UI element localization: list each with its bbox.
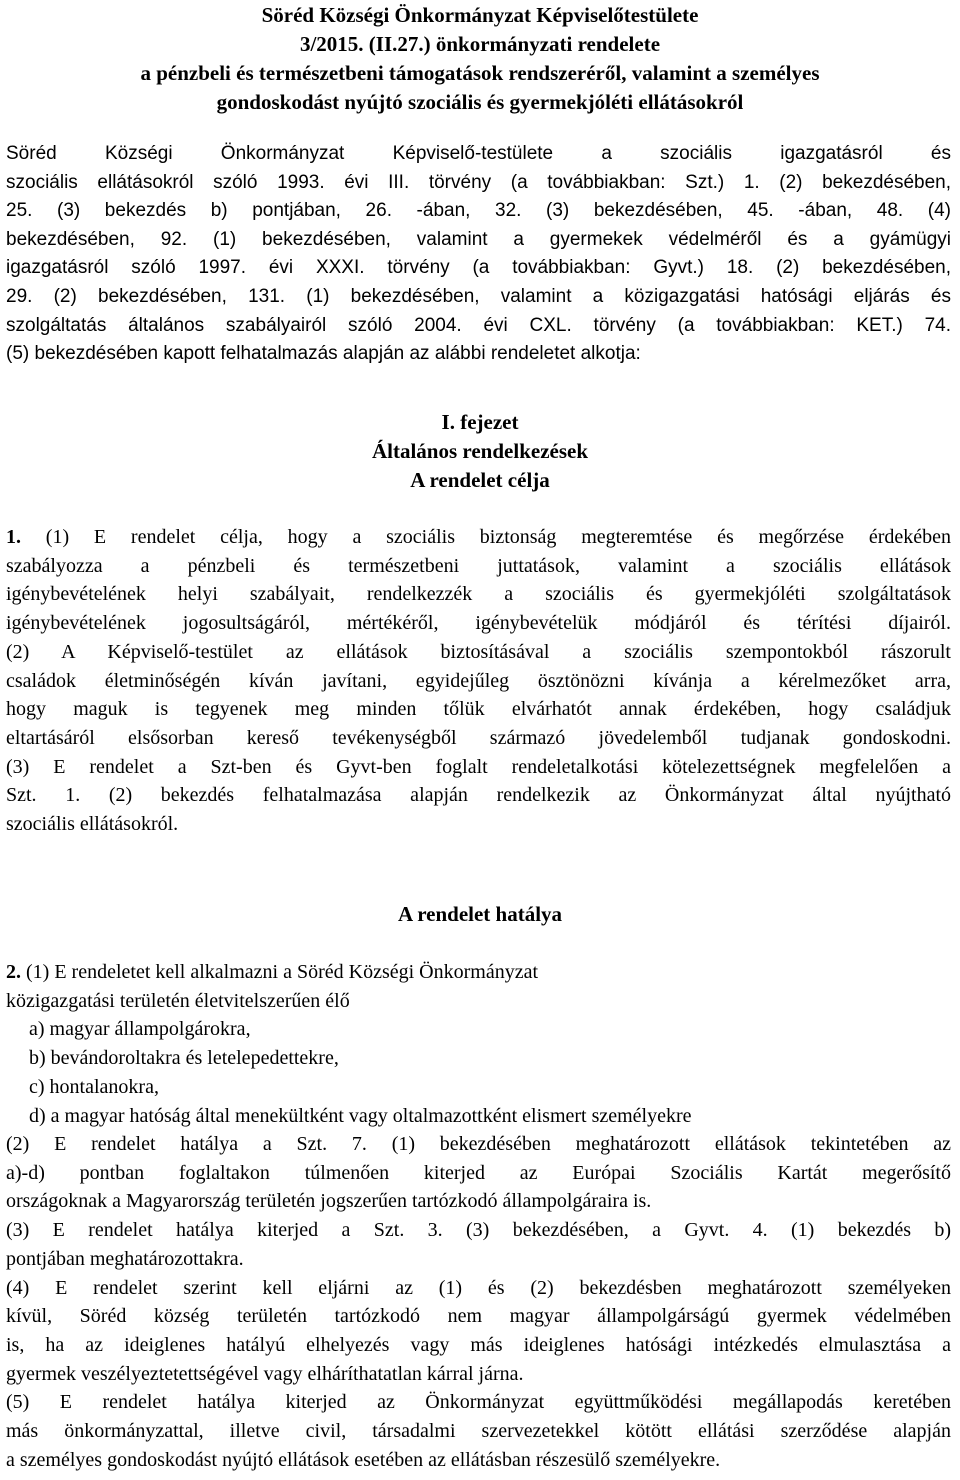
section-2-line: (2) E rendelet hatálya a Szt. 7. (1) bekezdésében meghatározott ellátások tekintetében az xyxy=(6,1133,951,1155)
section-2-line: (3) E rendelet hatálya kiterjed a Szt. 3. (3) bekezdésében, a Gyvt. 4. (1) bekezdés b) xyxy=(6,1219,951,1242)
title-line-4: gondoskodást nyújtó szociális és gyermekjóléti ellátásokról xyxy=(216,90,744,114)
section-number: 2. xyxy=(6,961,21,983)
section-2-line: közigazgatási területén életvitelszerűen élő xyxy=(6,989,350,1012)
preamble-line: 29. (2) bekezdésében, 131. (1) bekezdésében, valamint a közigazgatási hatósági eljárás és xyxy=(6,285,951,307)
title-line-3: a pénzbeli és természetbeni támogatások rendszeréről, valamint a személyes xyxy=(140,61,820,85)
section-2-line: a személyes gondoskodást nyújtó ellátások esetében az ellátásban részesülő személyekre. xyxy=(6,1448,721,1471)
section-2-line: a)-d) pontban foglaltakon túlmenően kiterjed az Európai Szociális Kartát megerősítő xyxy=(6,1161,951,1184)
section-2-line: is, ha az ideiglenes hatályú elhelyezés vagy más ideiglenes hatósági intézkedés elmulasztása a xyxy=(6,1333,951,1356)
section-2-line: pontjában meghatározottakra. xyxy=(6,1247,244,1270)
section-2-line: 2. (1) E rendeletet kell alkalmazni a Söréd Községi Önkormányzat xyxy=(6,961,539,983)
list-item: a) magyar állampolgárokra, xyxy=(29,1018,251,1041)
section-1-line: Szt. 1. (2) bekezdés felhatalmazása alapján rendelkezik az Önkormányzat által nyújtható xyxy=(6,784,951,807)
section-1 xyxy=(6,523,951,839)
section-1-line: igénybevételének jogosultságáról, mértékéről, igénybevételük módjáról és térítési díjairól. xyxy=(6,612,951,635)
section-2-line: más önkormányzattal, illetve civil, társadalmi szervezetekkel kötött ellátási szerződése alapján xyxy=(6,1420,951,1443)
preamble-line: Söréd Községi Önkormányzat Képviselő-testülete a szociális igazgatásról és xyxy=(6,143,951,164)
section-1-line: eltartásáról elsősorban kereső tevékenységből származó jövedelemből tudjanak gondoskodni. xyxy=(6,726,951,749)
section-2 xyxy=(6,958,951,1130)
section-2-line: kívül, Söréd község területén tartózkodó nem magyar állampolgárságú gyermek védelmében xyxy=(6,1305,951,1328)
section-1-line: 1. (1) E rendelet célja, hogy a szociális biztonság megteremtése és megőrzése érdekében xyxy=(6,526,951,548)
preamble-line: 25. (3) bekezdés b) pontjában, 26. -ában, 32. (3) bekezdésében, 45. -ában, 48. (4) xyxy=(6,200,951,222)
preamble-line: igazgatásról szóló 1997. évi XXXI. törvény (a továbbiakban: Gyvt.) 18. (2) bekezdésében, xyxy=(6,257,951,279)
document-title xyxy=(0,1,960,117)
list-item: c) hontalanokra, xyxy=(29,1075,159,1098)
list-item: d) a magyar hatóság által menekültként vagy oltalmazottként elismert személyekre xyxy=(29,1104,692,1127)
preamble-line: (5) bekezdésében kapott felhatalmazás alapján az alábbi rendeletet alkotja: xyxy=(6,343,641,365)
preamble-line: bekezdésében, 92. (1) bekezdésében, valamint a gyermekek védelméről és a gyámügyi xyxy=(6,228,951,250)
preamble xyxy=(6,140,951,369)
section-1-line: szociális ellátásokról. xyxy=(6,813,179,836)
section-2-line: (4) E rendelet szerint kell eljárni az (1) és (2) bekezdésben meghatározott személyeken xyxy=(6,1276,951,1299)
section-number: 1. xyxy=(6,526,21,548)
chapter-title: Általános rendelkezések xyxy=(371,439,589,463)
section-1-line: (2) A Képviselő-testület az ellátások biztosításával a szociális szempontokból rászorult xyxy=(6,640,951,663)
section-1-line: szabályozza a pénzbeli és természetbeni juttatások, valamint a szociális ellátások xyxy=(6,554,951,577)
section-2-line: gyermek veszélyeztetettségével vagy elháríthatatlan kárral járna. xyxy=(6,1362,524,1385)
preamble-line: szolgáltatás általános szabályairól szóló 2004. évi CXL. törvény (a továbbiakban: KET.) 74. xyxy=(6,314,951,336)
chapter-heading xyxy=(0,408,960,495)
title-line-1: Söréd Községi Önkormányzat Képviselőtestülete xyxy=(261,3,699,27)
list-item: b) bevándoroltakra és letelepedettekre, xyxy=(29,1047,339,1070)
section-1-line: (3) E rendelet a Szt-ben és Gyvt-ben foglalt rendeletalkotási kötelezettségnek megfelelően a xyxy=(6,755,951,778)
section-2-line: (5) E rendelet hatálya kiterjed az Önkormányzat együttműködési megállapodás keretében xyxy=(6,1391,951,1414)
preamble-line: szociális ellátásokról szóló 1993. évi III. törvény (a továbbiakban: Szt.) 1. (2) bekezdésében, xyxy=(6,171,951,193)
title-line-2: 3/2015. (II.27.) önkormányzati rendelete xyxy=(299,32,661,56)
section-1-line: családok életminőségén kíván javítani, egyidejűleg ösztönözni kívánja a kérelmezőket arra, xyxy=(6,669,951,692)
section-2-line: országoknak a Magyarország területén jogszerűen tartózkodó állampolgáraira is. xyxy=(6,1190,652,1213)
section-title-scope: A rendelet hatálya xyxy=(397,902,563,926)
section-2-rest xyxy=(6,1130,951,1474)
section-1-line: hogy maguk is tegyenek meg minden tőlük elvárhatót annak érdekében, hogy családjuk xyxy=(6,698,951,721)
section-title-purpose: A rendelet célja xyxy=(410,468,550,492)
section-1-line: igénybevételének helyi szabályait, rendelkezzék a szociális és gyermekjóléti szolgáltatások xyxy=(6,583,951,606)
chapter-number: I. fejezet xyxy=(441,410,519,434)
